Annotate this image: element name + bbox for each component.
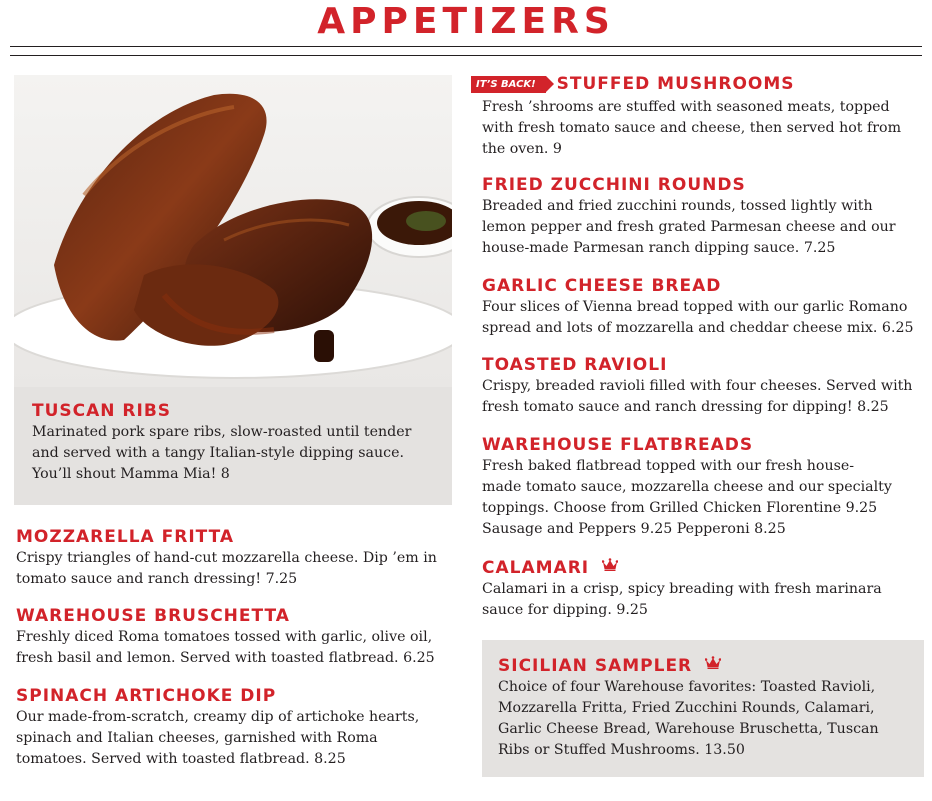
item-name: CALAMARI — [482, 558, 590, 578]
title-rule-top — [10, 46, 922, 47]
tuscan-ribs-photo — [14, 75, 452, 387]
item-description: Freshly diced Roma tomatoes tossed with garlic, olive oil, fresh basil and lemon. Served with toasted flatbread. 6.25 — [16, 629, 435, 666]
item-name: GARLIC CHEESE BREAD — [482, 276, 722, 296]
menu-item-stuffed-mushrooms — [471, 73, 795, 95]
item-name: SICILIAN SAMPLER — [498, 656, 693, 676]
menu-item-sicilian-sampler — [498, 655, 879, 761]
its-back-badge: IT’S BACK! — [471, 76, 546, 93]
item-description: Our made-from-scratch, creamy dip of artichoke hearts, spinach and Italian cheeses, garnished with Roma tomatoes. Served with toasted flatbread. 8.25 — [16, 709, 420, 767]
title-rule-bottom — [10, 55, 922, 56]
item-name: FRIED ZUCCHINI ROUNDS — [482, 175, 746, 195]
menu-item-warehouse-flatbreads — [482, 434, 892, 540]
page-title: APPETIZERS — [317, 1, 615, 42]
item-description: Crispy triangles of hand-cut mozzarella cheese. Dip ’em in tomato sauce and ranch dressing! 7.25 — [16, 550, 437, 587]
crown-icon — [705, 656, 721, 669]
item-name: WAREHOUSE FLATBREADS — [482, 435, 754, 455]
item-description: Four slices of Vienna bread topped with our garlic Romano spread and lots of mozzarella and cheddar cheese mix. 6.25 — [482, 299, 914, 336]
item-description: Crispy, breaded ravioli filled with four cheeses. Served with fresh tomato sauce and ranch dressing for dipping! 8.25 — [482, 378, 913, 415]
item-description: Breaded and fried zucchini rounds, tossed lightly with lemon pepper and fresh grated Parmesan cheese and our house-made Parmesan ranch dipping sauce. 7.25 — [482, 198, 896, 256]
menu-item-mozzarella-fritta — [16, 526, 437, 590]
item-description: Fresh baked flatbread topped with our fresh house- made tomato sauce, mozzarella cheese and our specialty toppings. Choose from Grilled Chicken Florentine 9.25 Sausage and Peppers 9.25 Pepperoni 8.25 — [482, 458, 892, 537]
menu-item-spinach-artichoke-dip — [16, 685, 419, 770]
item-description: Fresh ’shrooms are stuffed with seasoned meats, topped with fresh tomato sauce and cheese, then served hot from the oven. 9 — [482, 99, 902, 157]
menu-item-toasted-ravioli — [482, 354, 912, 418]
crown-icon — [602, 558, 618, 571]
menu-item-garlic-cheese-bread — [482, 275, 914, 339]
menu-item-warehouse-bruschetta — [16, 605, 435, 669]
item-description: Choice of four Warehouse favorites: Toasted Ravioli, Mozzarella Fritta, Fried Zucchini Rounds, Calamari, Garlic Cheese Bread, Warehouse Bruschetta, Tuscan Ribs or Stuffed Mushrooms. 13.50 — [498, 679, 879, 758]
item-name: STUFFED MUSHROOMS — [556, 74, 795, 94]
item-name: WAREHOUSE BRUSCHETTA — [16, 606, 290, 626]
menu-item-fried-zucchini-rounds — [482, 174, 896, 259]
item-description: Marinated pork spare ribs, slow-roasted until tender and served with a tangy Italian-style dipping sauce. You’ll shout Mamma Mia! 8 — [32, 424, 412, 482]
menu-item-tuscan-ribs — [32, 400, 411, 485]
menu-item-calamari — [482, 557, 882, 621]
item-name: TUSCAN RIBS — [32, 401, 172, 421]
item-description: Calamari in a crisp, spicy breading with fresh marinara sauce for dipping. 9.25 — [482, 581, 882, 618]
item-name: SPINACH ARTICHOKE DIP — [16, 686, 277, 706]
item-name: TOASTED RAVIOLI — [482, 355, 668, 375]
item-name: MOZZARELLA FRITTA — [16, 527, 235, 547]
